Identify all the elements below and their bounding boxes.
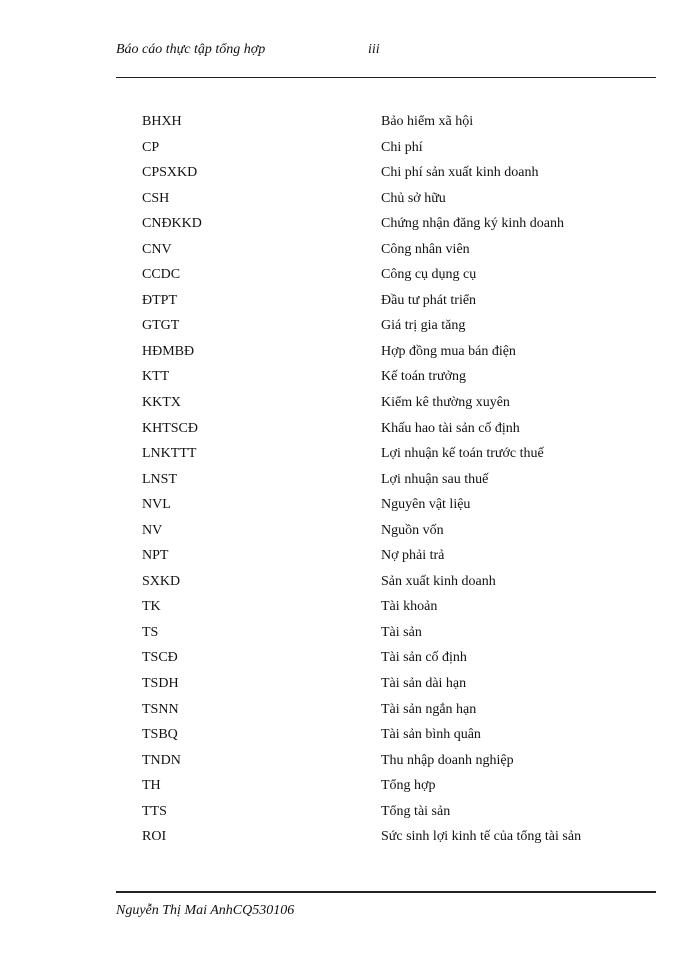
list-item xyxy=(142,752,642,778)
footer-author: Nguyễn Thị Mai AnhCQ530106 xyxy=(116,903,295,918)
list-item xyxy=(142,803,642,829)
abbreviation-code: CP xyxy=(142,139,160,155)
header-divider xyxy=(116,77,656,78)
list-item xyxy=(142,164,642,190)
abbreviation-code: SXKD xyxy=(142,573,181,589)
abbreviation-meaning: Công nhân viên xyxy=(381,241,470,257)
abbreviation-meaning: Lợi nhuận sau thuế xyxy=(381,471,489,487)
abbreviation-code: NV xyxy=(142,522,163,538)
abbreviation-meaning: Tài sản cố định xyxy=(381,650,467,666)
abbreviation-meaning: Tổng tài sản xyxy=(381,803,451,819)
abbreviation-code: TSNN xyxy=(142,701,179,717)
header-title: Báo cáo thực tập tổng hợp xyxy=(116,42,266,57)
abbreviation-meaning: Bảo hiểm xã hội xyxy=(381,114,474,129)
abbreviation-meaning: Đầu tư phát triển xyxy=(381,292,477,308)
list-item xyxy=(142,547,642,573)
abbreviation-code: GTGT xyxy=(142,318,180,334)
list-item xyxy=(142,522,642,548)
abbreviation-meaning: Nợ phải trả xyxy=(381,548,445,564)
abbreviation-meaning: Nguồn vốn xyxy=(381,522,444,538)
abbreviation-code: KTT xyxy=(142,369,170,385)
list-item xyxy=(142,292,642,318)
abbreviation-meaning: Tài sản dài hạn xyxy=(381,676,467,692)
abbreviation-meaning: Chi phí sản xuất kinh doanh xyxy=(381,165,539,181)
list-item xyxy=(142,777,642,803)
abbreviation-code: TNDN xyxy=(142,752,181,768)
abbreviation-code: CNV xyxy=(142,241,172,257)
abbreviation-meaning: Chi phí xyxy=(381,139,423,155)
abbreviation-meaning: Tổng hợp xyxy=(381,778,436,794)
abbreviation-meaning: Chứng nhận đăng ký kinh doanh xyxy=(381,216,564,232)
abbreviation-meaning: Tài sản ngắn hạn xyxy=(381,701,477,717)
abbreviation-code: HĐMBĐ xyxy=(142,343,195,359)
list-item xyxy=(142,113,642,139)
abbreviation-meaning: Tài sản bình quân xyxy=(381,727,481,743)
abbreviation-code: TS xyxy=(142,624,159,640)
list-item xyxy=(142,445,642,471)
abbreviation-code: TSCĐ xyxy=(142,650,178,666)
abbreviation-code: TTS xyxy=(142,803,167,819)
list-item xyxy=(142,649,642,675)
abbreviation-code: ĐTPT xyxy=(142,292,177,308)
abbreviation-meaning: Tài sản xyxy=(381,624,422,640)
list-item xyxy=(142,828,642,854)
list-item xyxy=(142,190,642,216)
abbreviation-list xyxy=(142,113,642,854)
list-item xyxy=(142,573,642,599)
list-item xyxy=(142,215,642,241)
list-item xyxy=(142,624,642,650)
list-item xyxy=(142,701,642,727)
abbreviation-code: TK xyxy=(142,599,161,615)
abbreviation-code: ROI xyxy=(142,829,167,845)
footer-divider xyxy=(116,891,656,893)
list-item xyxy=(142,394,642,420)
list-item xyxy=(142,266,642,292)
abbreviation-meaning: Kiểm kê thường xuyên xyxy=(381,395,510,411)
abbreviation-code: CPSXKD xyxy=(142,165,198,181)
list-item xyxy=(142,675,642,701)
abbreviation-meaning: Công cụ dụng cụ xyxy=(381,267,477,283)
abbreviation-code: CNĐKKD xyxy=(142,216,202,232)
abbreviation-code: CCDC xyxy=(142,267,181,283)
abbreviation-code: KHTSCĐ xyxy=(142,420,199,436)
abbreviation-meaning: Khấu hao tài sản cố định xyxy=(381,420,520,436)
abbreviation-code: TSBQ xyxy=(142,727,178,743)
list-item xyxy=(142,368,642,394)
list-item xyxy=(142,241,642,267)
abbreviation-code: BHXH xyxy=(142,114,182,129)
list-item xyxy=(142,420,642,446)
abbreviation-meaning: Tài khoản xyxy=(381,599,438,615)
list-item xyxy=(142,726,642,752)
abbreviation-code: NVL xyxy=(142,497,171,513)
abbreviation-meaning: Chủ sở hữu xyxy=(381,190,446,206)
list-item xyxy=(142,496,642,522)
page-header xyxy=(116,40,656,64)
abbreviation-meaning: Thu nhập doanh nghiệp xyxy=(381,752,514,768)
abbreviation-meaning: Giá trị gia tăng xyxy=(381,318,466,334)
abbreviation-meaning: Lợi nhuận kế toán trước thuế xyxy=(381,446,544,462)
abbreviation-code: TSDH xyxy=(142,676,179,692)
list-item xyxy=(142,471,642,497)
abbreviation-meaning: Kế toán trưởng xyxy=(381,369,466,385)
abbreviation-code: TH xyxy=(142,778,161,794)
list-item xyxy=(142,343,642,369)
abbreviation-code: LNKTTT xyxy=(142,446,197,462)
list-item xyxy=(142,317,642,343)
abbreviation-code: LNST xyxy=(142,471,177,487)
abbreviation-meaning: Sức sinh lợi kinh tế của tổng tài sản xyxy=(381,829,582,845)
list-item xyxy=(142,139,642,165)
abbreviation-meaning: Nguyên vật liệu xyxy=(381,497,471,513)
list-item xyxy=(142,598,642,624)
header-page-number: iii xyxy=(368,42,380,57)
abbreviation-code: KKTX xyxy=(142,395,181,411)
abbreviation-code: NPT xyxy=(142,548,169,564)
abbreviation-meaning: Sản xuất kinh doanh xyxy=(381,573,496,589)
abbreviation-code: CSH xyxy=(142,190,170,206)
abbreviation-meaning: Hợp đồng mua bán điện xyxy=(381,343,516,359)
